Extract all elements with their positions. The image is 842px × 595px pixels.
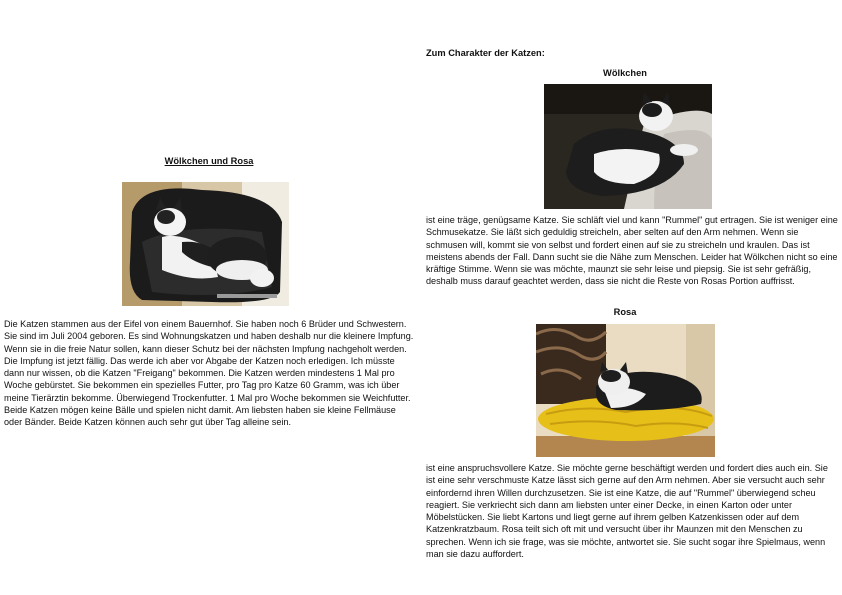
rosa-paragraph: ist eine anspruchsvollere Katze. Sie möchte gerne beschäftigt werden und fordert dies auch ein. Sie ist eine sehr verschmuste Katze lässt sich gerne auf den Arm nehmen. Aber sie versucht auch sehr einfordernd ihren Willen durchzusetzen. Sie ist eine Katze, die auf "Rummel" überwiegend scheu reagiert. Sie verkriecht sich dann am liebsten unter einer Decke, in einen Karton oder unter Möbelstücken. Sie liebt Kartons und liegt gerne auf ihrem gelben Katzenkissen oder auf dem Katzenkratzbaum. Rosa teilt sich oft mit und versucht über ihr Maunzen mit den Menschen zu sprechen. Wenn ich sie frage, was sie möchte, antwortet sie. Sie sucht sogar ihre Spielmaus, wenn man sie dazu auffordert. xyxy=(426,463,828,560)
photo-two-cats-in-chair xyxy=(122,182,289,306)
rosa-heading: Rosa xyxy=(613,307,637,317)
left-heading: Wölkchen und Rosa xyxy=(164,156,254,166)
woelkchen-paragraph: ist eine träge, genügsame Katze. Sie schläft viel und kann "Rummel" gut ertragen. Sie ist weniger eine Schmusekatze. Sie läßt sich geduldig streicheln, aber selten auf den Arm nehmen. Wenn sie schmusen will, kommt sie von selbst und fordert einen auf sie zu streicheln und kraulen. Das ist meistens abends der Fall. Dann sucht sie die Nähe zum Menschen. Leider hat Wölkchen nicht so eine kräftige Stimme. Wenn sie was möchte, maunzt sie sehr leise und piepsig. Sie ist sehr gefräßig, deshalb muss darauf geachtet werden, dass sie nicht die Reste von Rosas Portion auffrisst. xyxy=(426,215,838,287)
woelkchen-heading: Wölkchen xyxy=(603,68,647,78)
character-heading: Zum Charakter der Katzen: xyxy=(426,48,545,58)
left-paragraph: Die Katzen stammen aus der Eifel von einem Bauernhof. Sie haben noch 6 Brüder und Schwestern. Sie sind im Juli 2004 geboren. Es sind Wohnungskatzen und haben deshalb nur die kleinere Impfung. Wenn sie in die freie Natur sollen, kann dieser Schutz bei der nächsten Impfung nachgeholt werden. Die Impfung ist jetzt fällig. Das werde ich aber vor Abgabe der Katzen noch erledigen. Ich müsste dann nur wissen, ob die Katzen "Freigang" bekommen. Die Katzen werden mindestens 1 Mal pro Woche gebürstet. Sie bekommen ein spezielles Futter, pro Tag pro Katze 60 Gramm, was ich über meine Tierärztin bekomme. Überwiegend Trockenfutter. 1 Mal pro Woche bekommen sie Weichfutter. Beide Katzen mögen keine Bälle und spielen nicht damit. Am liebsten haben sie kleine Fellmäuse oder Bänder. Beide Katzen können auch sehr gut über Tag alleine sein. xyxy=(4,319,414,428)
photo-rosa-on-yellow-cushion xyxy=(536,324,715,457)
photo-woelkchen-on-sofa xyxy=(544,84,712,209)
